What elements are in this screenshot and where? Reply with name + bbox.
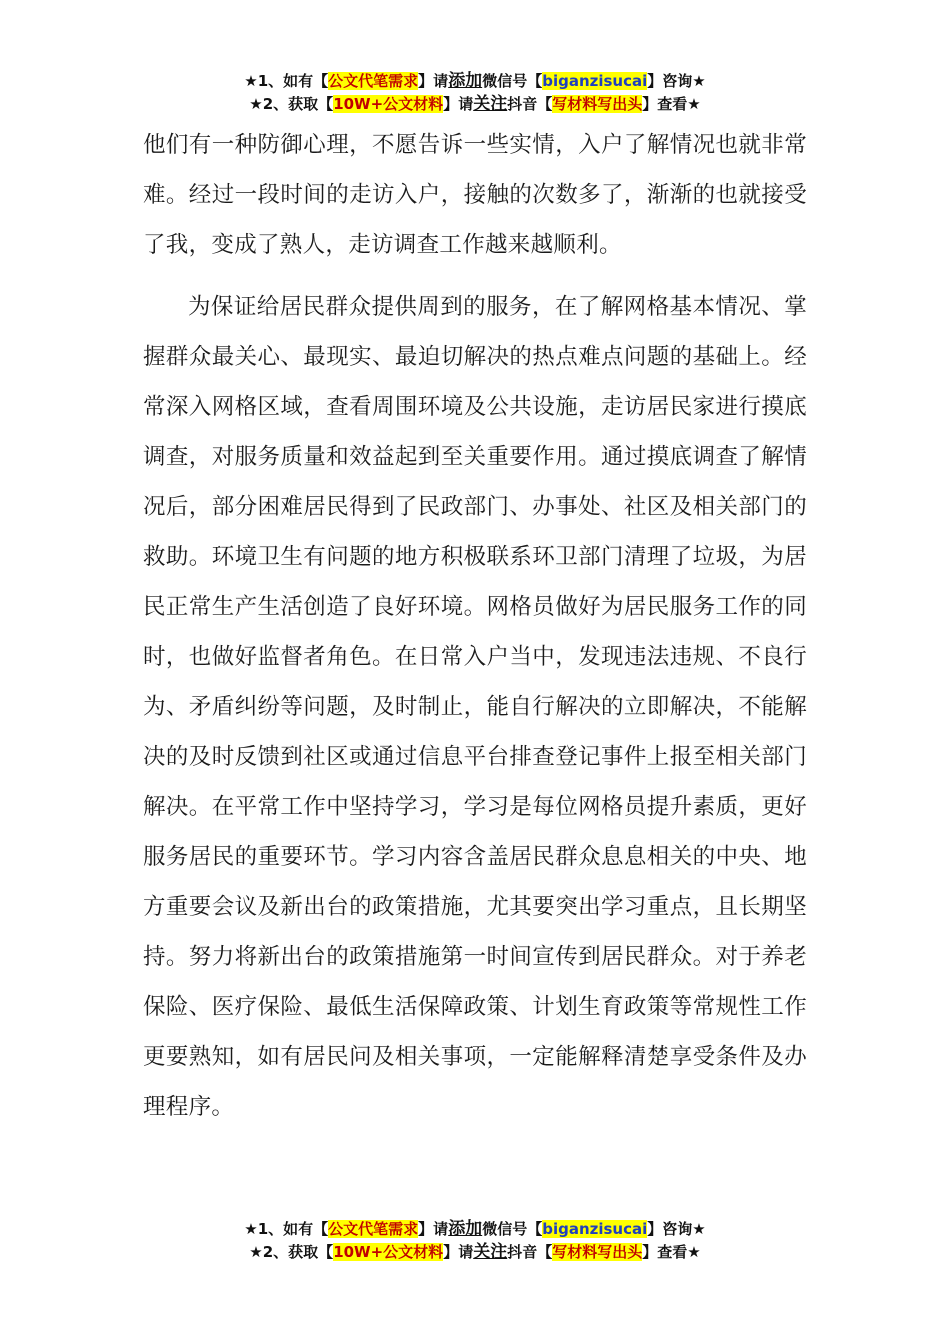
banner-text: 抖音【: [507, 1243, 553, 1261]
banner-line-1: [0, 1218, 950, 1241]
banner-highlight-wechat-id: biganzisucai: [542, 1220, 648, 1238]
banner-highlight-materials: 10W+公文材料: [333, 1243, 444, 1261]
banner-text: 】请: [443, 1243, 474, 1261]
banner-highlight-service: 公文代笔需求: [328, 72, 419, 90]
banner-text: 微信号【: [482, 1220, 543, 1238]
banner-underline-follow: 关注: [473, 1242, 508, 1262]
banner-line-2: [0, 1241, 950, 1264]
banner-text: 】请: [418, 1220, 449, 1238]
paragraph-2: 为保证给居民群众提供周到的服务，在了解网格基本情况、掌握群众最关心、最现实、最迫切解决的热点难点问题的基础上。经常深入网格区域，查看周围环境及公共设施，走访居民家进行摸底调查，对服务质量和效益起到至关重要作用。通过摸底调查了解情况后，部分困难居民得到了民政部门、办事处、社区及相关部门的救助。环境卫生有问题的地方积极联系环卫部门清理了垃圾，为居民正常生产生活创造了良好环境。网格员做好为居民服务工作的同时，也做好监督者角色。在日常入户当中，发现违法违规、不良行为、矛盾纠纷等问题，及时制止，能自行解决的立即解决，不能解决的及时反馈到社区或通过信息平台排查登记事件上报至相关部门解决。在平常工作中坚持学习，学习是每位网格员提升素质，更好服务居民的重要环节。学习内容含盖居民群众息息相关的中央、地方重要会议及新出台的政策措施，尤其要突出学习重点，且长期坚持。努力将新出台的政策措施第一时间宣传到居民群众。对于养老保险、医疗保险、最低生活保障政策、计划生育政策等常规性工作更要熟知，如有居民问及相关事项，一定能解释清楚享受条件及办理程序。: [143, 294, 807, 1120]
banner-line-1: [0, 70, 950, 93]
banner-text: 】查看★: [642, 1243, 701, 1261]
banner-text: 】咨询★: [647, 72, 706, 90]
banner-text: 抖音【: [507, 95, 553, 113]
banner-underline-add: 添加: [448, 1219, 483, 1239]
banner-highlight-douyin: 写材料写出头: [552, 1243, 643, 1261]
banner-highlight-materials: 10W+公文材料: [333, 95, 444, 113]
header-banner: [0, 70, 950, 116]
banner-text: 】请: [443, 95, 474, 113]
document-body: [143, 120, 807, 1132]
footer-banner: [0, 1218, 950, 1264]
banner-text: ★1、如有【: [244, 72, 329, 90]
banner-highlight-wechat-id: biganzisucai: [542, 72, 648, 90]
banner-text: ★1、如有【: [244, 1220, 329, 1238]
banner-text: 】咨询★: [647, 1220, 706, 1238]
banner-text: 】请: [418, 72, 449, 90]
banner-text: ★2、获取【: [249, 1243, 334, 1261]
banner-text: ★2、获取【: [249, 95, 334, 113]
banner-underline-add: 添加: [448, 71, 483, 91]
banner-highlight-douyin: 写材料写出头: [552, 95, 643, 113]
banner-underline-follow: 关注: [473, 94, 508, 114]
banner-highlight-service: 公文代笔需求: [328, 1220, 419, 1238]
banner-line-2: [0, 93, 950, 116]
paragraph-1: 他们有一种防御心理，不愿告诉一些实情，入户了解情况也就非常难。经过一段时间的走访入户，接触的次数多了，渐渐的也就接受了我，变成了熟人，走访调查工作越来越顺利。: [143, 132, 807, 258]
banner-text: 微信号【: [482, 72, 543, 90]
banner-text: 】查看★: [642, 95, 701, 113]
